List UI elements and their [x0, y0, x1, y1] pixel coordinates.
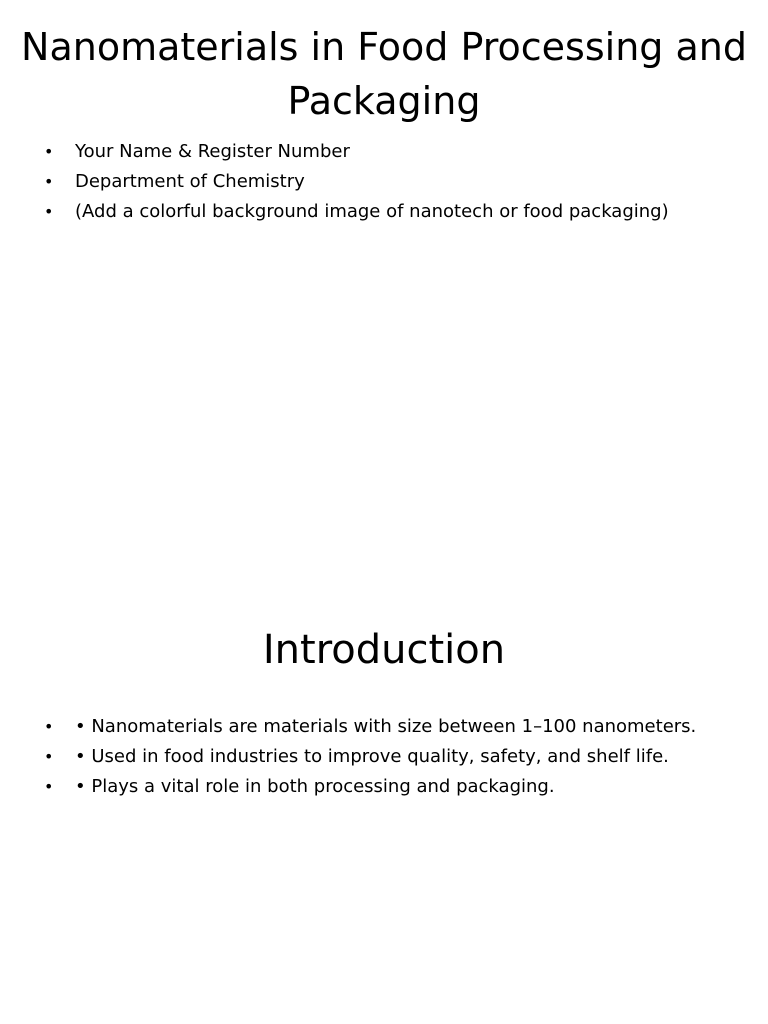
- bullet-marker-icon: •: [44, 747, 54, 766]
- bullet-item-definition: [44, 712, 748, 742]
- bullet-text: Your Name & Register Number: [75, 141, 350, 162]
- bullet-text: • Plays a vital role in both processing and packaging.: [75, 776, 555, 797]
- slide-introduction-bullet-list: [44, 712, 748, 802]
- bullet-text: • Nanomaterials are materials with size between 1–100 nanometers.: [75, 716, 697, 737]
- bullet-marker-icon: •: [44, 142, 54, 161]
- slide-title-bullet-list: [44, 137, 748, 227]
- bullet-marker-icon: •: [44, 172, 54, 191]
- bullet-item-name: [44, 137, 748, 167]
- bullet-marker-icon: •: [44, 202, 54, 221]
- bullet-item-background-note: [44, 197, 748, 227]
- bullet-text: Department of Chemistry: [75, 171, 305, 192]
- bullet-marker-icon: •: [44, 777, 54, 796]
- bullet-item-department: [44, 167, 748, 197]
- bullet-text: (Add a colorful background image of nanotech or food packaging): [75, 201, 669, 222]
- slide-introduction: [0, 576, 768, 1024]
- bullet-text: • Used in food industries to improve quality, safety, and shelf life.: [75, 746, 669, 767]
- bullet-item-role: [44, 772, 748, 802]
- slide-introduction-heading: Introduction: [262, 627, 506, 673]
- bullet-item-usage: [44, 742, 748, 772]
- bullet-marker-icon: •: [44, 717, 54, 736]
- slide-title-heading: Nanomaterials in Food Processing and Packaging: [21, 25, 747, 123]
